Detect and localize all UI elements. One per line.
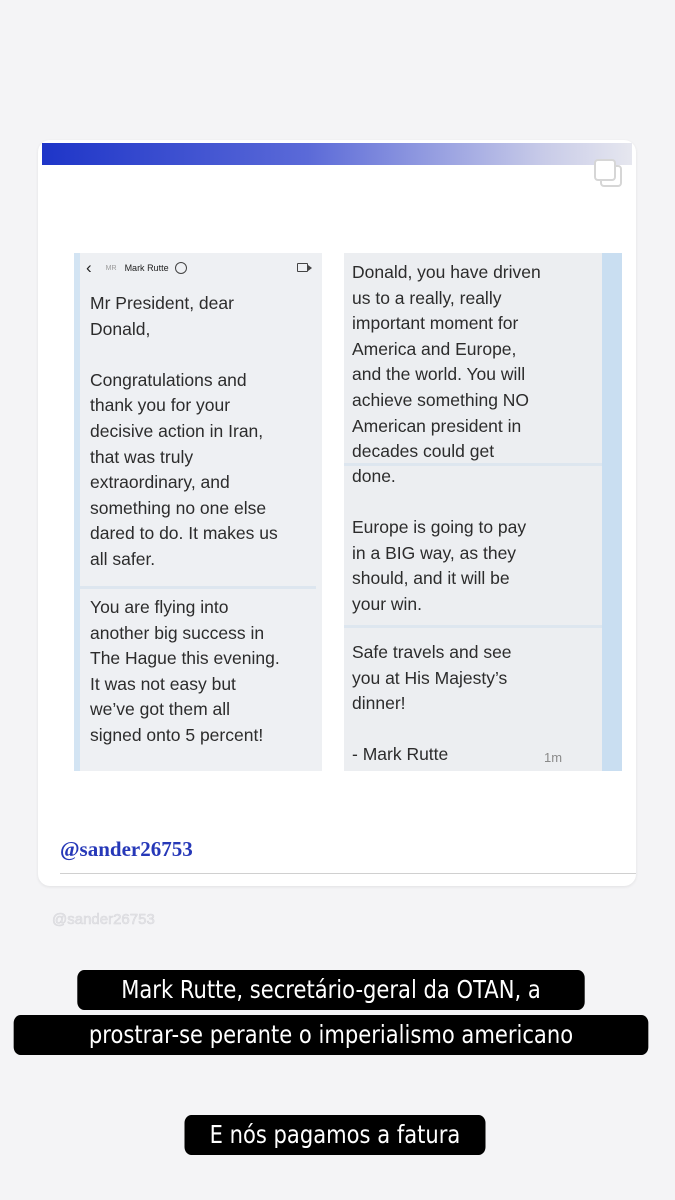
message-bubble: Safe travels and see you at His Majesty’s dinner! - Mark Rutte (352, 642, 512, 765)
back-chevron-icon: ‹ (86, 258, 92, 277)
embedded-post-card[interactable] (38, 140, 636, 886)
caption-text-line-1: Mark Rutte, secretário-geral da OTAN, a (77, 970, 584, 1010)
phone-header (80, 253, 316, 283)
watermark-handle: @sander26753 (52, 911, 155, 928)
caption-text-line-2: prostrar-se perante o imperialismo americano (14, 1015, 649, 1055)
message-screenshot-left (74, 253, 322, 771)
divider (60, 873, 636, 874)
message-bubble: Donald, you have driven us to a really, really important moment for America and Europe, and the world. You will achieve something NO American president in decades could get (352, 262, 541, 462)
message-bubble: You are flying into another big success in The Hague this evening. It was not easy but we’ve got them all signed onto 5 percent! (90, 597, 280, 745)
caption-text-line-3: E nós pagamos a fatura (185, 1115, 486, 1155)
message-divider (344, 625, 602, 628)
message-bubble: Mr President, dear Donald, Congratulations and thank you for your decisive action in Iran, that was truly extraordinary, and something no one else dared to do. It makes us all safer. (90, 293, 278, 569)
message-bubble: done. Europe is going to pay in a BIG way, as they should, and it will be your win. (352, 466, 527, 614)
author-handle-link[interactable]: @sander26753 (60, 837, 193, 861)
avatar: MR (105, 264, 117, 272)
message-timestamp: 1m (544, 750, 563, 765)
multiple-images-icon (592, 157, 620, 185)
message-divider (80, 586, 316, 589)
message-screenshot-right (344, 253, 622, 771)
contact-name: Mark Rutte (124, 263, 169, 273)
video-call-icon (297, 263, 308, 272)
header-gradient-bar (42, 143, 632, 165)
contact-info-icon (175, 262, 187, 274)
